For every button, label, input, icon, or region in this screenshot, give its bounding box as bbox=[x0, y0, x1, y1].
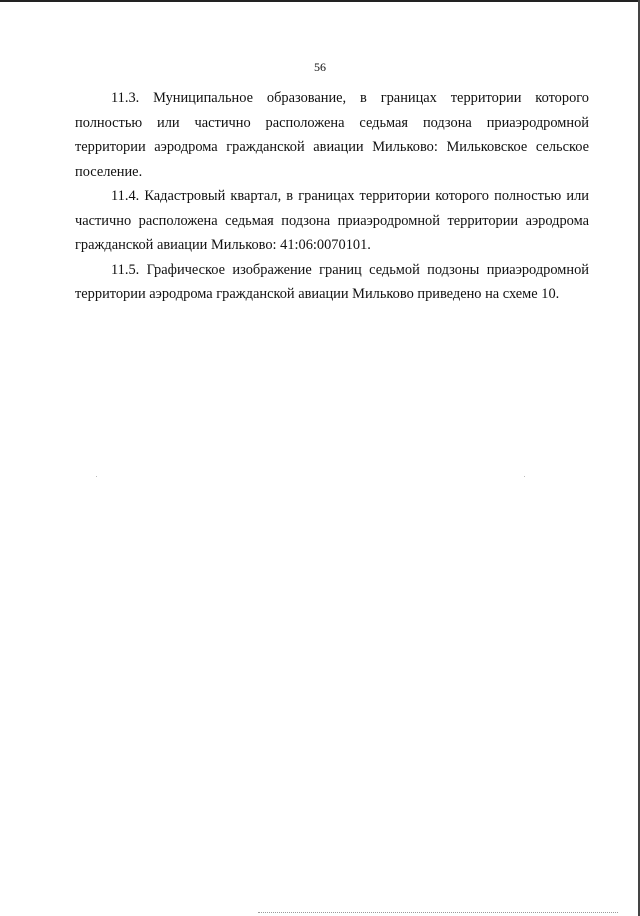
scan-speck bbox=[524, 476, 525, 477]
document-body bbox=[75, 86, 589, 307]
page-number: 56 bbox=[314, 60, 326, 74]
paragraph-11-3: 11.3. Муниципальное образование, в границах территории которого полностью или частично расположена седьмая подзона приаэродромной территории аэродрома гражданской авиации Мильково: Мильковское сельское поселение. bbox=[75, 90, 589, 180]
scan-edge-bottom bbox=[258, 912, 618, 914]
scan-edge-top bbox=[0, 0, 640, 2]
paragraph-11-5: 11.5. Графическое изображение границ седьмой подзоны приаэродромной территории аэродрома гражданской авиации Мильково приведено на схеме 10. bbox=[75, 261, 589, 302]
paragraph-11-4: 11.4. Кадастровый квартал, в границах территории которого полностью или частично расположена седьмая подзона приаэродромной территории аэродрома гражданской авиации Мильково: 41:06:0070101. bbox=[75, 188, 589, 253]
scan-speck bbox=[96, 476, 97, 477]
